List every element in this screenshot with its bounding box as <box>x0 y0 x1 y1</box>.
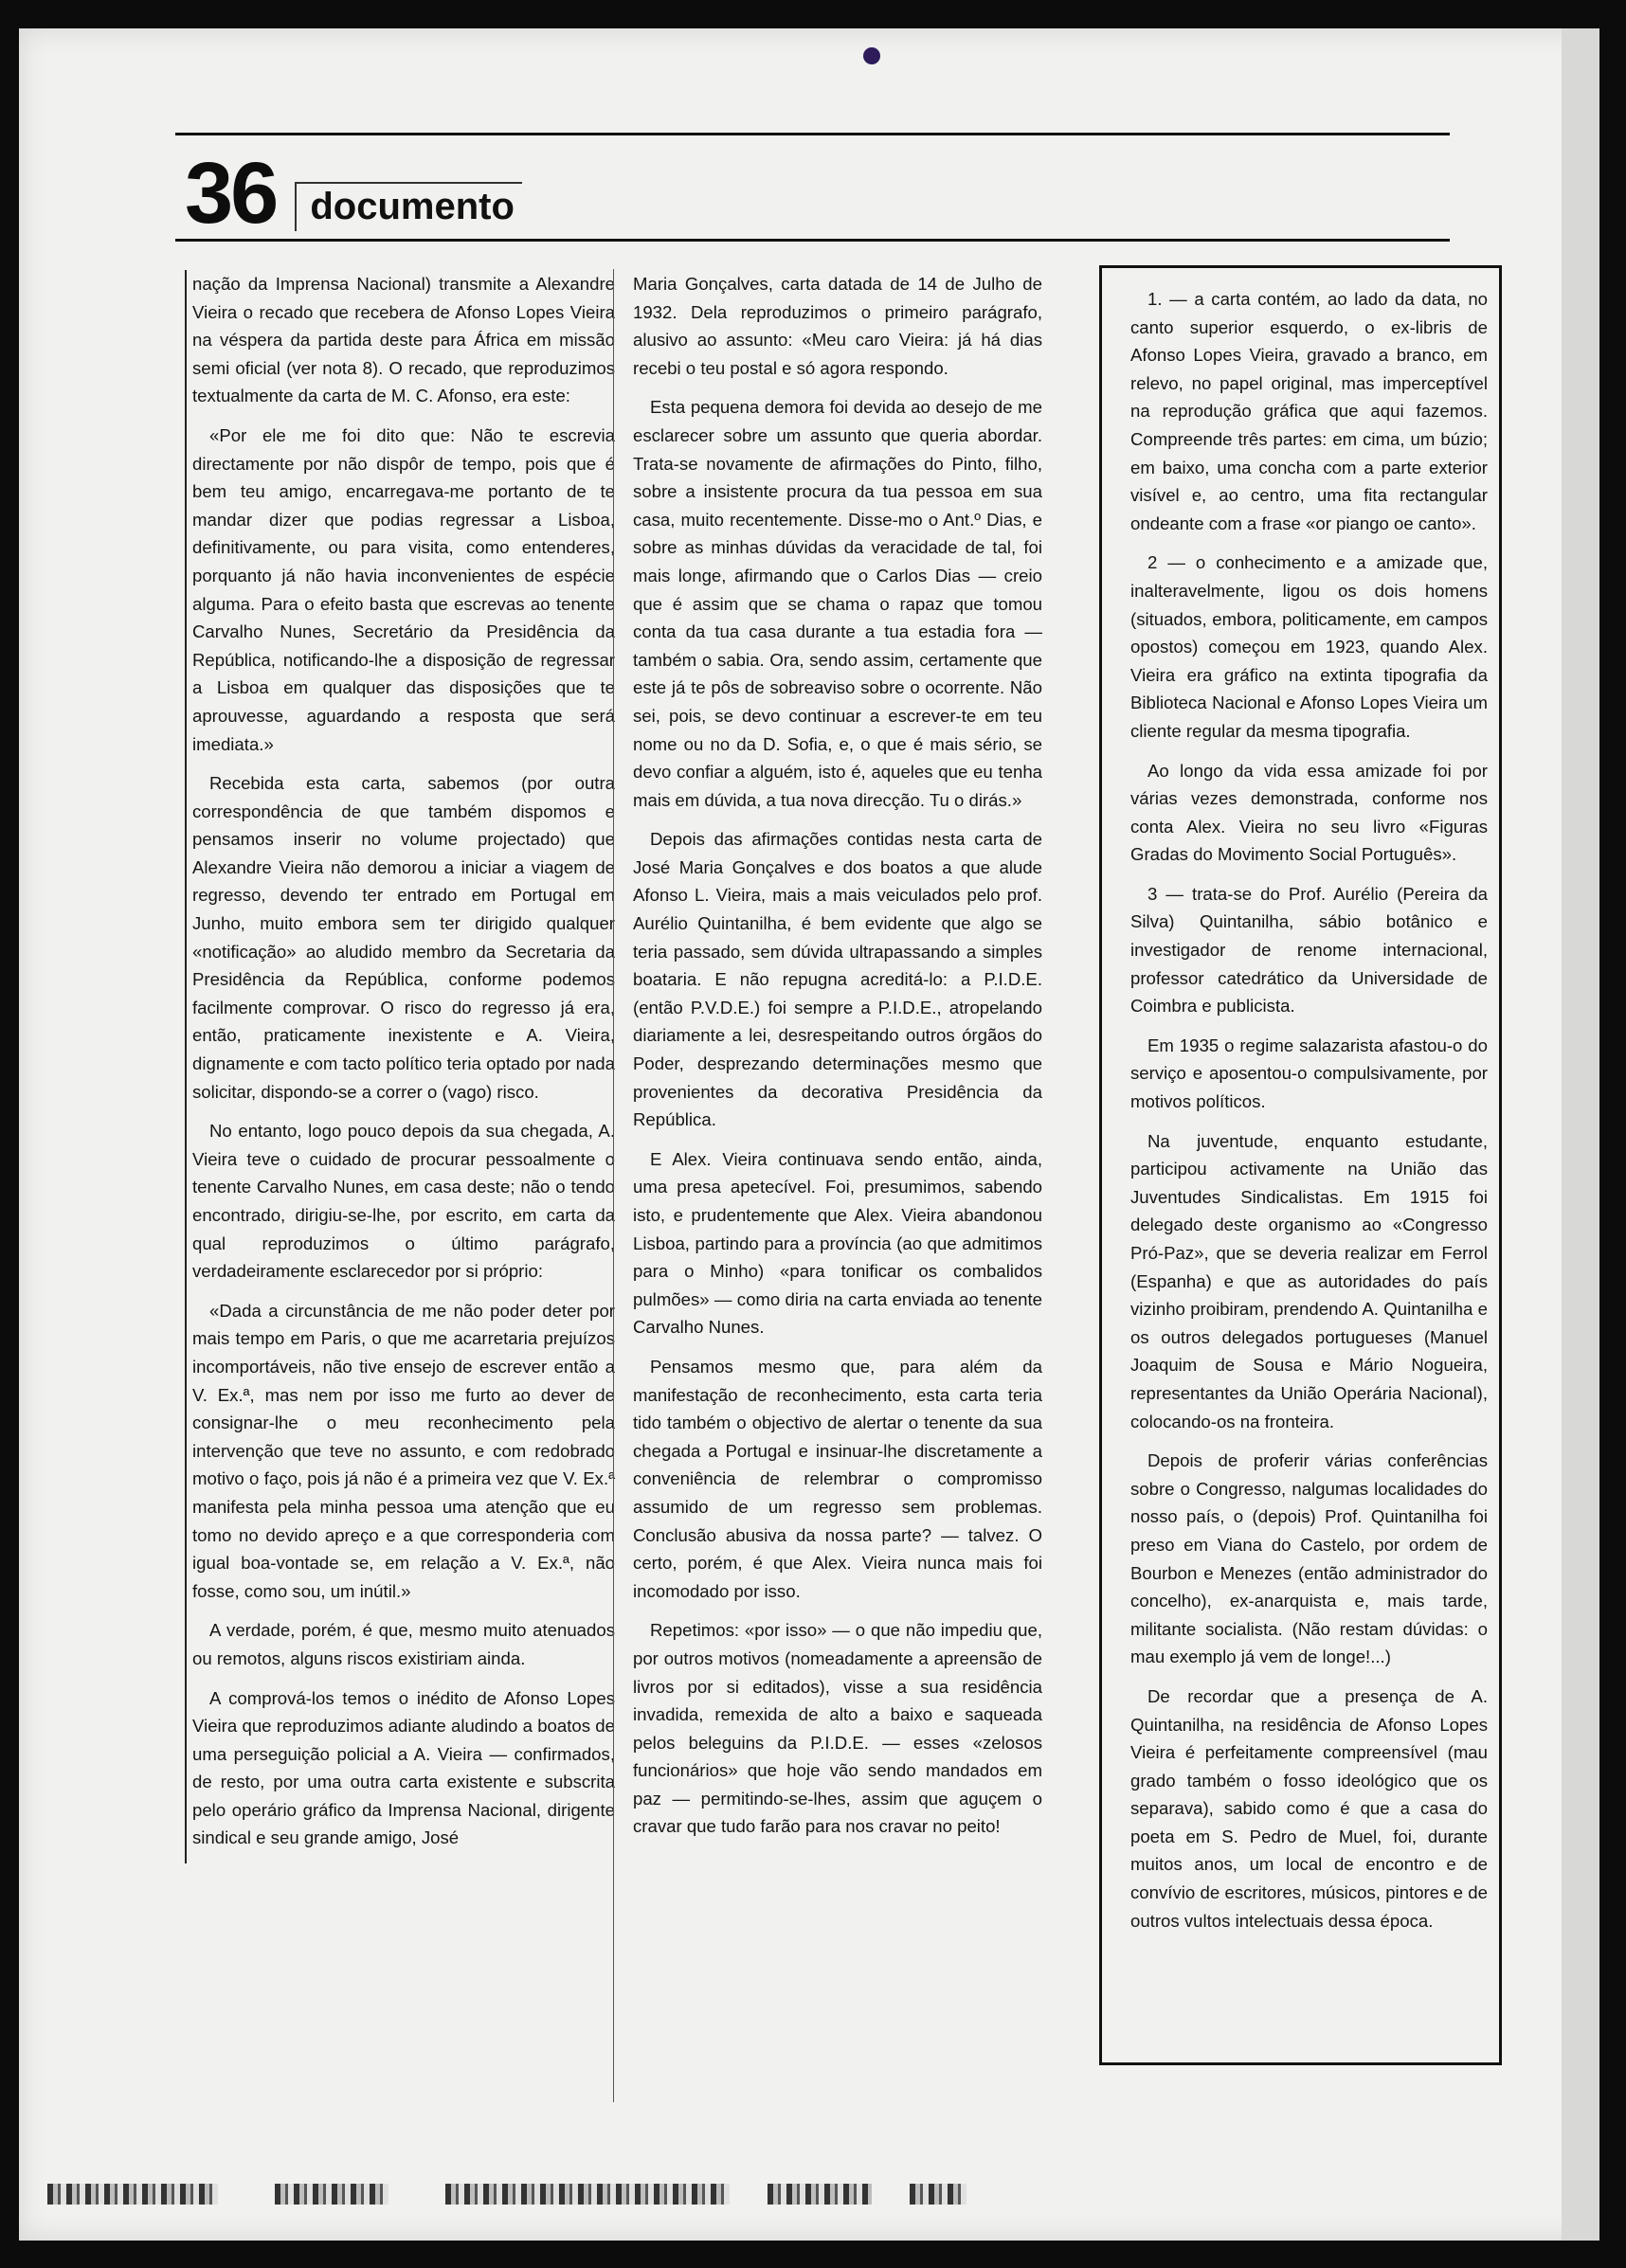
notes-box <box>1099 265 1502 2065</box>
header-rule-top <box>175 133 1450 135</box>
scan-artifact <box>445 2184 730 2205</box>
paragraph: «Dada a circunstância de me não poder deter por mais tempo em Paris, o que me acarretaria prejuízos incomportáveis, não tive ensejo de escrever então a V. Ex.ª, mas nem por isso me furto ao dever de consignar-lhe o meu reconhecimento pela intervenção que teve no assunto, e com redobrado motivo o faço, pois já não é a primeira vez que V. Ex.ª manifesta pela minha pessoa uma atenção que eu tomo no devido apreço e a que corresponderia com igual boa-vontade se, em relação a V. Ex.ª, não fosse, como sou, um inútil.» <box>192 1300 615 1601</box>
paragraph: Recebida esta carta, sabemos (por outra correspondência de que também dispomos e pensamos inserir no volume projectado) que Alexandre Vieira não demorou a iniciar a viagem de regresso, devendo ter entrado em Portugal em Junho, muito embora sem ter dirigido qualquer «notificação» ao aludido membro da Secretaria da Presidência da República, conforme podemos facilmente comprovar. O risco do regresso já era, então, praticamente inexistente e A. Vieira, dignamente e com tacto político teria optado por nada solicitar, dispondo-se a correr o (vago) risco. <box>192 773 615 1102</box>
note: 3 — trata-se do Prof. Aurélio (Pereira da Silva) Quintanilha, sábio botânico e investigador de renome internacional, professor catedrático da Universidade de Coimbra e publicista. <box>1130 883 1488 1017</box>
paragraph: Esta pequena demora foi devida ao desejo de me esclarecer sobre um assunto que queria abordar. Trata-se novamente de afirmações do Pinto, filho, sobre a insistente procura da tua pessoa em sua casa, muito recentemente. Disse-mo o Ant.º Dias, e sobre as minhas dúvidas da veracidade de tal, foi mais longe, afirmando que o Carlos Dias — creio que é assim que se chama o rapaz que tomou conta da tua casa durante a tua estadia fora — também o sabia. Ora, sendo assim, certamente que este já te pôs de sobreaviso sobre o ocorrente. Não sei, pois, se devo continuar a escrever-te em teu nome ou no da D. Sofia, e, o que é mais sério, se devo confiar a alguém, isto é, aqueles que eu tenha mais em dúvida, a tua nova direcção. Tu o dirás.» <box>633 397 1042 810</box>
note: Depois de proferir várias conferências sobre o Congresso, nalgumas localidades do nosso país, o (depois) Prof. Quintanilha foi preso em Viana do Castelo, por ordem de Bourbon e Menezes (então administrador do concelho), ex-anarquista e, mais tarde, militante socialista. (Não restam dúvidas: o mau exemplo já vem de longe!...) <box>1130 1450 1488 1667</box>
header-rule-bottom <box>175 239 1450 242</box>
ink-mark <box>863 47 880 64</box>
paragraph: A comprová-los temos o inédito de Afonso Lopes Vieira que reproduzimos adiante aludindo a boatos de uma perseguição policial a A. Vieira — confirmados, de resto, por uma outra carta existente e subscrita pelo operário gráfico da Imprensa Nacional, dirigente sindical e seu grande amigo, José <box>192 1687 615 1848</box>
scan-artifact <box>47 2184 218 2205</box>
paragraph: A verdade, porém, é que, mesmo muito atenuados ou remotos, alguns riscos existiriam ainda. <box>192 1620 615 1668</box>
paragraph: Depois das afirmações contidas nesta carta de José Maria Gonçalves e dos boatos a que alude Afonso L. Vieira, mais a mais veiculados pelo prof. Aurélio Quintanilha, é bem evidente que algo se teria passado, sem dúvida ultrapassando a simples boataria. E não repugna acreditá-lo: a P.I.D.E. (então P.V.D.E.) foi sempre a P.I.D.E., atropelando diariamente a lei, desrespeitando outros órgãos do Poder, desprezando determinações mesmo que provenientes da decorativa Presidência da República. <box>633 829 1042 1130</box>
note: De recordar que a presença de A. Quintanilha, na residência de Afonso Lopes Vieira é perfeitamente compreensível (mau grado também o fosso ideológico que os separava), sabido como é que a casa do poeta em S. Pedro de Muel, foi, durante muitos anos, um local de encontro e de convívio de escritores, músicos, pintores e de outros vultos intelectuais dessa época. <box>1130 1685 1488 1931</box>
paragraph: Repetimos: «por isso» — o que não impediu que, por outros motivos (nomeadamente a apreensão de livros por si editados), visse a sua residência invadida, remexida de alto a baixo e saqueada pelos beleguins da P.I.D.E. — esses «zelosos funcionários» que hoje vão sendo mandados em paz — permitindo-se-lhes, assim que aguçem o cravar que tudo farão para nos cravar no peito! <box>633 1620 1042 1837</box>
article-column-1 <box>185 270 615 1863</box>
paragraph: Pensamos mesmo que, para além da manifestação de reconhecimento, esta carta teria tido também o objectivo de alertar o tenente da sua chegada a Portugal e insinuar-lhe discretamente a conveniência de relembrar o compromisso assumido de um regresso sem problemas. Conclusão abusiva da nossa parte? — talvez. O certo, porém, é que Alex. Vieira nunca mais foi incomodado por isso. <box>633 1356 1042 1601</box>
scan-artifact <box>768 2184 872 2205</box>
note: Em 1935 o regime salazarista afastou-o do serviço e aposentou-o compulsivamente, por motivos políticos. <box>1130 1035 1488 1112</box>
note: Na juventude, enquanto estudante, participou activamente na União das Juventudes Sindicalistas. Em 1915 foi delegado deste organismo ao «Congresso Pró-Paz», que se deveria realizar em Ferrol (Espanha) e que as autoridades do país vizinho proibiram, prendendo A. Quintanilha e os outros delegados portugueses (Manuel Joaquim de Sousa e Mário Nogueira, representantes da União Operária Nacional), colocando-os na fronteira. <box>1130 1130 1488 1431</box>
paragraph: E Alex. Vieira continuava sendo então, ainda, uma presa apetecível. Foi, presumimos, sabendo isto, e prudentemente que Alex. Vieira abandonou Lisboa, partindo para a província (ao que admitimos para o Minho) «para tonificar os combalidos pulmões» — como diria na carta enviada ao tenente Carvalho Nunes. <box>633 1148 1042 1338</box>
paragraph: «Por ele me foi dito que: Não te escrevia directamente por não dispôr de tempo, pois que é bem teu amigo, encarregava-me portanto de te mandar dizer que podias regressar a Lisboa, definitivamente, ou para visita, como entenderes, porquanto já não havia inconvenientes de espécie alguma. Para o efeito basta que escrevas ao tenente Carvalho Nunes, Secretário da Presidência da República, notificando-lhe a disposição de regressar a Lisboa em qualquer das disposições que te aprouvesse, aguardando a resposta que será imediata.» <box>192 424 615 754</box>
page-number: 36 <box>185 145 277 242</box>
paragraph: nação da Imprensa Nacional) transmite a Alexandre Vieira o recado que recebera de Afonso Lopes Vieira na véspera da partida deste para África em missão semi oficial (ver nota 8). O recado, que reproduzimos textualmente da carta de M. C. Afonso, era este: <box>192 274 615 406</box>
scan-artifact <box>910 2184 967 2205</box>
note: Ao longo da vida essa amizade foi por várias vezes demonstrada, conforme nos conta Alex. Vieira no seu livro «Figuras Gradas do Movimento Social Português». <box>1130 760 1488 865</box>
note: 2 — o conhecimento e a amizade que, inalteravelmente, ligou os dois homens (situados, embora, politicamente, em campos opostos) começou em 1923, quando Alex. Vieira era gráfico na extinta tipografia da Biblioteca Nacional e Afonso Lopes Vieira um cliente regular da mesma tipografia. <box>1130 552 1488 741</box>
column-divider <box>613 269 623 2102</box>
page-header <box>185 142 522 242</box>
paragraph: No entanto, logo pouco depois da sua chegada, A. Vieira teve o cuidado de procurar pessoalmente o tenente Carvalho Nunes, em casa deste; não o tendo encontrado, dirigiu-se-lhe, por escrito, em carta da qual reproduzimos o último parágrafo, verdadeiramente esclarecedor por si próprio: <box>192 1121 615 1282</box>
scan-artifact <box>275 2184 388 2205</box>
note: 1. — a carta contém, ao lado da data, no canto superior esquerdo, o ex-libris de Afonso Lopes Vieira, gravado a branco, em relevo, no papel original, mas imperceptível na reprodução gráfica que aqui fazemos. Compreende três partes: em cima, um búzio; em baixo, uma concha com a parte exterior visível e, ao centro, uma fita rectangular ondeante com a frase «or piango oe canto». <box>1130 289 1488 533</box>
paragraph: Maria Gonçalves, carta datada de 14 de Julho de 1932. Dela reproduzimos o primeiro parágrafo, alusivo ao assunto: «Meu caro Vieira: já há dias recebi o teu postal e só agora respondo. <box>633 274 1042 378</box>
article-column-2 <box>633 270 1042 1852</box>
section-title: documento <box>295 182 522 231</box>
page-edge <box>1562 28 1599 2241</box>
